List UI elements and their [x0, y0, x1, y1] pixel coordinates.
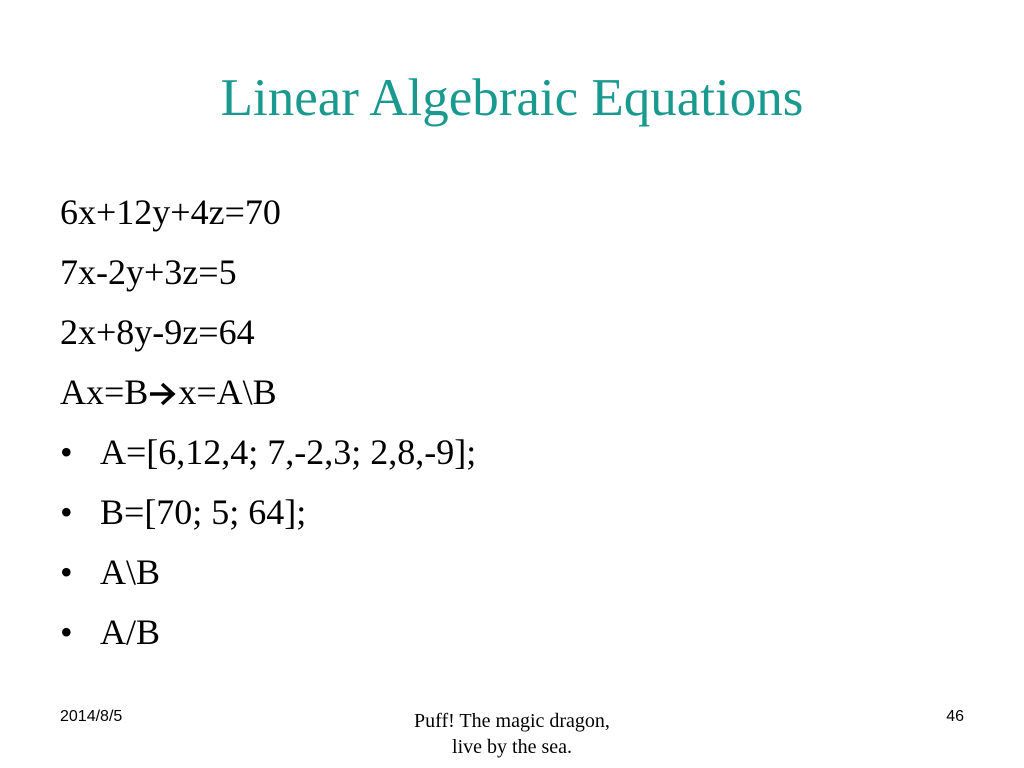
- bullet-icon: •: [60, 432, 73, 472]
- footer-caption-line-1: Puff! The magic dragon,: [414, 710, 610, 732]
- footer-date: 2014/8/5: [60, 708, 123, 725]
- bullet-item-3: [60, 542, 476, 602]
- bullet-text: B=[70; 5; 64];: [100, 492, 307, 532]
- slide-title: Linear Algebraic Equations: [220, 69, 804, 127]
- bullet-item-4: [60, 602, 476, 662]
- bullet-text: A=[6,12,4; 7,-2,3; 2,8,-9];: [100, 432, 477, 472]
- bullet-text: A\B: [100, 552, 161, 592]
- bullet-list: [60, 422, 476, 662]
- slide-body: [60, 182, 476, 662]
- equation-line-1: 6x+12y+4z=70: [60, 192, 281, 232]
- bullet-item-2: [60, 482, 476, 542]
- right-arrow-icon: [148, 376, 178, 412]
- bullet-item-1: [60, 422, 476, 482]
- bullet-icon: •: [60, 492, 73, 532]
- bullet-text: A/B: [100, 612, 161, 652]
- matrix-form-line: [60, 362, 476, 422]
- matrix-form-left: Ax=B: [60, 372, 149, 412]
- page-number: 46: [946, 708, 964, 725]
- matrix-form-right: x=A\B: [178, 372, 277, 412]
- footer-caption: [320, 708, 704, 760]
- bullet-icon: •: [60, 612, 73, 652]
- equation-line-3: 2x+8y-9z=64: [60, 312, 255, 352]
- bullet-icon: •: [60, 552, 73, 592]
- footer-caption-line-2: live by the sea.: [452, 736, 572, 758]
- equation-line-2: 7x-2y+3z=5: [60, 252, 237, 292]
